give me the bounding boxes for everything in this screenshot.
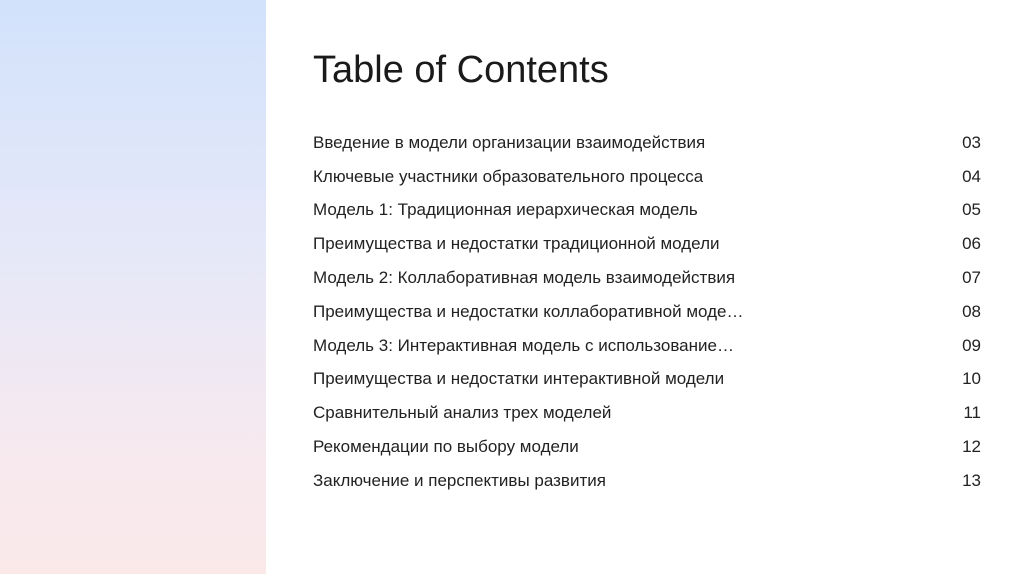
toc-item	[313, 295, 981, 329]
toc-item-page: 03	[962, 132, 981, 152]
toc-item-label: Рекомендации по выбору модели	[313, 437, 579, 457]
toc-item-page: 12	[962, 437, 981, 457]
table-of-contents	[313, 126, 981, 498]
toc-item	[313, 194, 981, 228]
toc-item-page: 05	[962, 200, 981, 220]
toc-item-label: Преимущества и недостатки интерактивной модели	[313, 369, 725, 389]
side-gradient-panel	[0, 0, 266, 574]
toc-item	[313, 126, 981, 160]
toc-item-label: Модель 2: Коллаборативная модель взаимодействия	[313, 268, 736, 288]
toc-item	[313, 464, 981, 498]
page-title: Table of Contents	[313, 49, 609, 91]
toc-item-page: 06	[962, 234, 981, 254]
toc-item-label: Модель 1: Традиционная иерархическая модель	[313, 200, 698, 220]
toc-item	[313, 261, 981, 295]
toc-item-page: 07	[962, 268, 981, 288]
toc-item-page: 08	[962, 301, 981, 321]
toc-item	[313, 160, 981, 194]
toc-item-page: 11	[963, 403, 981, 423]
toc-item-page: 09	[962, 335, 981, 355]
toc-item-page: 04	[962, 166, 981, 186]
toc-item-label: Модель 3: Интерактивная модель с использование…	[313, 335, 734, 355]
toc-item-label: Преимущества и недостатки коллаборативной моде…	[313, 301, 744, 321]
toc-item-label: Ключевые участники образовательного процесса	[313, 166, 704, 186]
toc-item-label: Сравнительный анализ трех моделей	[313, 403, 612, 423]
toc-item	[313, 329, 981, 363]
toc-item	[313, 430, 981, 464]
toc-item-label: Введение в модели организации взаимодействия	[313, 132, 706, 152]
toc-item-page: 13	[962, 470, 981, 490]
toc-item	[313, 363, 981, 397]
toc-item-label: Заключение и перспективы развития	[313, 470, 606, 490]
toc-item	[313, 227, 981, 261]
toc-item-page: 10	[962, 369, 981, 389]
toc-item-label: Преимущества и недостатки традиционной модели	[313, 234, 720, 254]
toc-item	[313, 396, 981, 430]
